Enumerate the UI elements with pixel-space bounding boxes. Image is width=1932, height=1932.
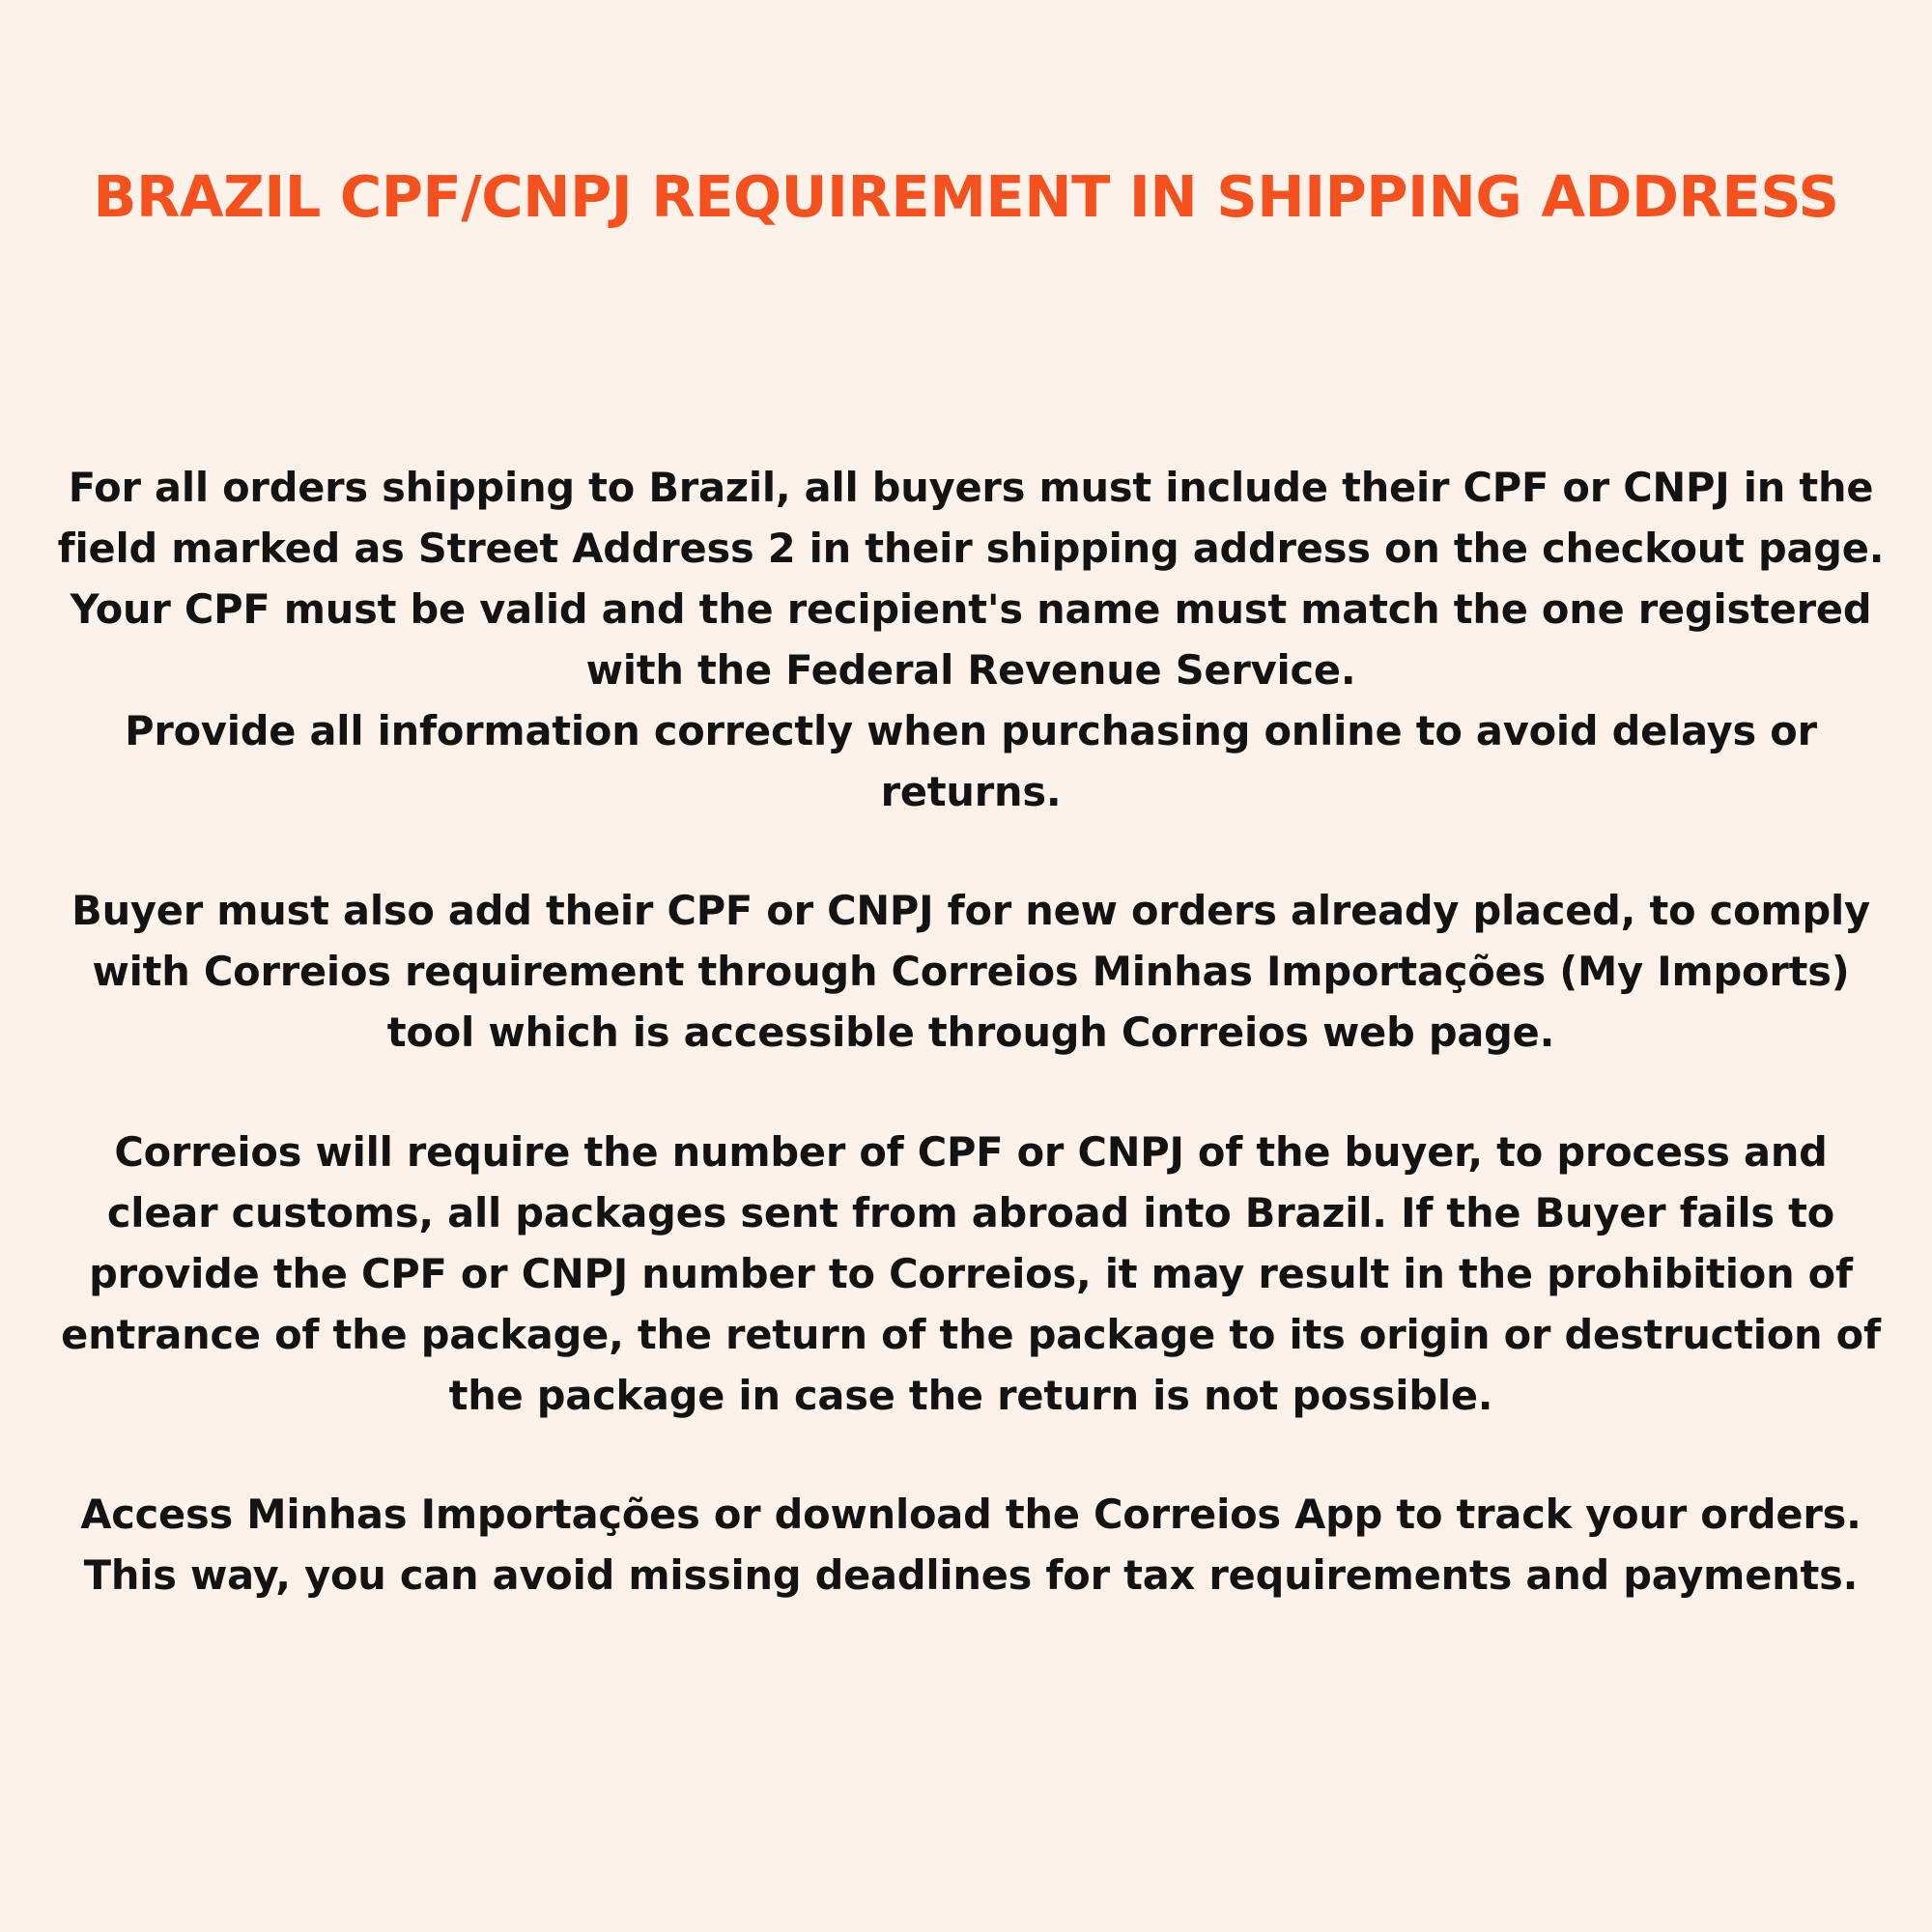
paragraph-gap-2	[53, 1064, 1889, 1122]
paragraph-2: Provide all information correctly when purchasing online to avoid delays or returns.	[125, 707, 1817, 816]
page-title: BRAZIL CPF/CNPJ REQUIREMENT IN SHIPPING ADDRESS	[93, 163, 1839, 230]
paragraph-4: Correios will require the number of CPF or CNPJ of the buyer, to process and clear customs, all packages sent from abroad into Brazil. If the Buyer fails to provide the CPF or CNPJ number to Correios, it may result in the prohibition of entrance of the package, the return of the package to its origin or destruction of the package in case the return is not possible.	[61, 1127, 1881, 1419]
paragraph-5: Access Minhas Importações or download the Correios App to track your orders. This way, you can avoid missing deadlines for tax requirements and payments.	[80, 1490, 1861, 1600]
paragraph-3: Buyer must also add their CPF or CNPJ for new orders already placed, to comply with Correios requirement through Correios Minhas Importações (My Imports) tool which is accessible through Correios web page.	[71, 887, 1870, 1057]
paragraph-gap-3	[53, 1426, 1889, 1484]
document-body	[53, 457, 1889, 1605]
paragraph-1: For all orders shipping to Brazil, all buyers must include their CPF or CNPJ in the field marked as Street Address 2 in their shipping address on the checkout page. Your CPF must be valid and the recipient's name must match the one registered with the Federal Revenue Service.	[57, 463, 1885, 695]
paragraph-gap-1	[53, 822, 1889, 880]
